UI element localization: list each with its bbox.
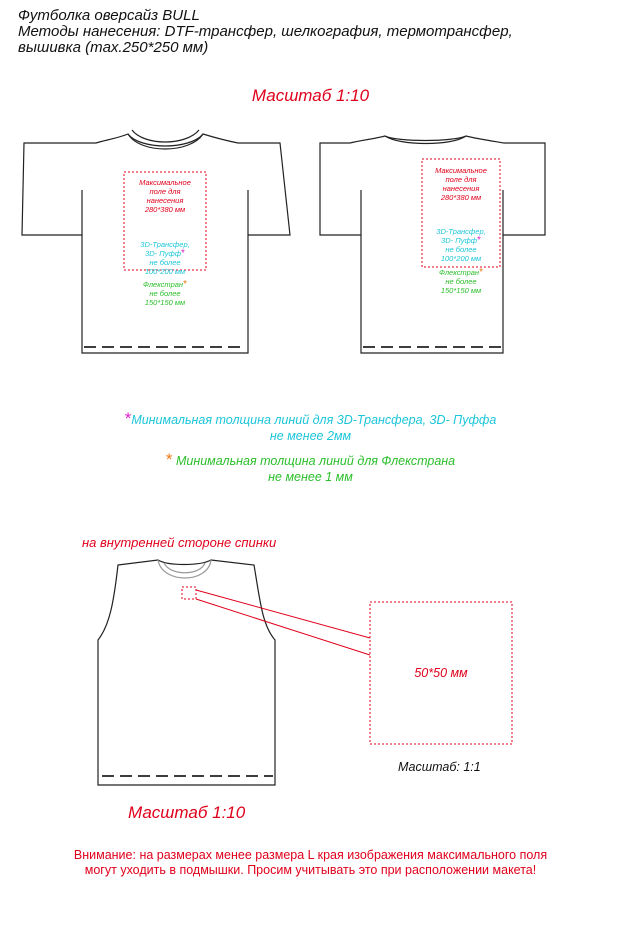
orange-star-icon: * [183,279,187,290]
back-max-field-text [422,166,500,202]
back-puff-text [422,227,500,263]
front-puff-line: не более [149,258,181,267]
magenta-star-icon: * [476,235,481,246]
magenta-star-icon: * [124,409,132,428]
note-puff-line2: не менее 2мм [269,429,352,443]
front-max-line: нанесения [146,196,184,205]
scale-label-top: Масштаб 1:10 [251,86,370,105]
warning-line1: Внимание: на размерах менее размера L края изображения максимального поля [73,848,548,862]
back-puff-line: 3D- Пуфф [441,236,477,245]
inner-side-label: на внутренней стороне спинки [82,535,277,550]
back-flex-line: Флекстран [439,268,480,277]
back-puff-line: 3D-Трансфер, [436,227,486,236]
front-max-line: 280*380 мм [144,205,186,214]
back-max-line: нанесения [442,184,480,193]
front-max-line: Максимальное [139,178,191,187]
front-flex-line: не более [149,289,181,298]
front-max-field-text [124,178,206,214]
header-title: Футболка оверсайз BULL [18,7,200,24]
note-puff [0,411,621,444]
back-flex-line: не более [445,277,477,286]
back-flex-line: 150*150 мм [440,286,482,295]
magenta-star-icon: * [180,248,185,259]
front-puff-line: 3D- Пуфф [145,249,181,258]
back-max-line: Максимальное [435,166,487,175]
front-puff-line: 100*200 мм [144,267,186,276]
front-puff-line: 3D-Трансфер, [140,240,190,249]
warning-line2: могут уходить в подмышки. Просим учитывать это при расположении макета! [84,863,537,877]
front-flex-line: 150*150 мм [144,298,186,307]
front-puff-text [124,240,206,276]
back-puff-line: не более [445,245,477,254]
header-methods-cont: вышивка (max.250*250 мм) [18,39,209,56]
scale-label-bottom: Масштаб 1:10 [128,803,246,822]
front-flex-line: Флекстран [143,280,184,289]
warning-text [0,848,621,878]
orange-star-icon: * [165,450,173,469]
inner-shirt-outline [98,560,275,785]
front-flex-text [124,280,206,307]
note-flex-line2: не менее 1 мм [268,470,353,484]
note-flex-line1: Минимальная толщина линий для Флекстрана [175,454,456,468]
inner-label-area [182,587,196,599]
note-puff-line1: Минимальная толщина линий для 3D-Трансфера, 3D- Пуффа [131,413,497,427]
back-flex-text [422,268,500,295]
note-flex [0,452,621,485]
scale-label-1-1: Масштаб: 1:1 [398,760,481,774]
header-methods: Методы нанесения: DTF-трансфер, шелкография, термотрансфер, [18,23,513,40]
orange-star-icon: * [479,267,483,278]
back-puff-line: 100*200 мм [440,254,482,263]
callout-line-top [196,590,370,638]
label-size-text: 50*50 мм [414,666,468,680]
back-max-line: 280*380 мм [440,193,482,202]
front-max-line: поле для [149,187,181,196]
back-max-line: поле для [445,175,477,184]
callout-line-bottom [196,599,370,655]
